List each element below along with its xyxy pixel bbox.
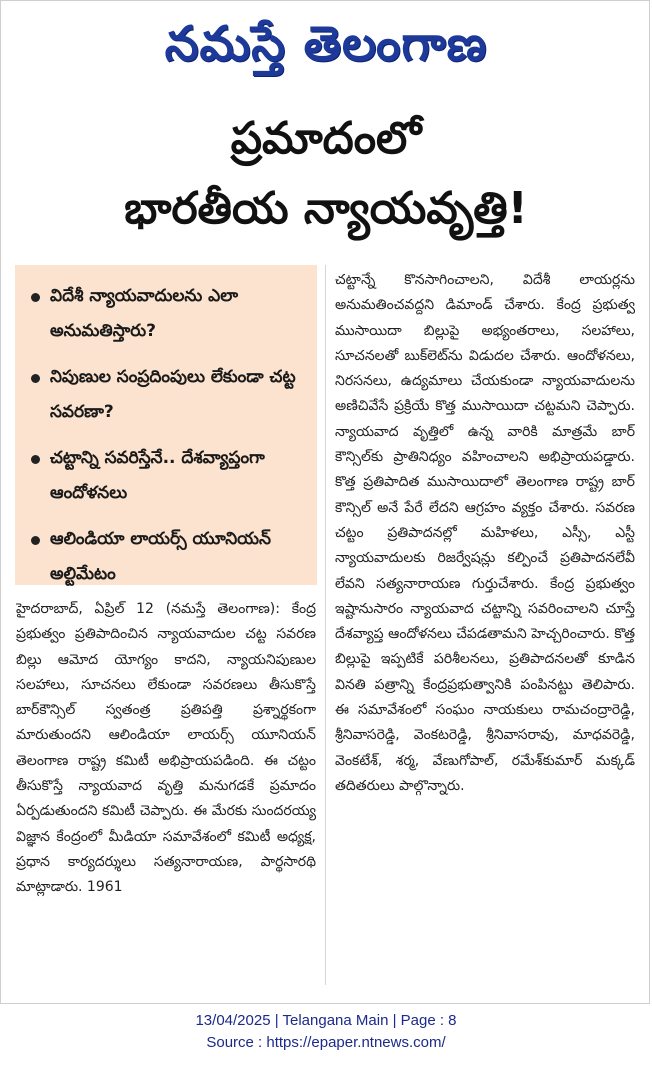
edition-info: 13/04/2025 | Telangana Main | Page : 8	[195, 1012, 457, 1029]
highlight-item	[31, 441, 309, 511]
highlight-text: నిపుణుల సంప్రదింపులు లేకుండా చట్ట సవరణా?	[50, 367, 296, 422]
highlight-text: చట్టాన్ని సవరిస్తేనే.. దేశవ్యాప్తంగా ఆందోళనలు	[50, 448, 265, 503]
bullet-icon	[31, 536, 40, 545]
headline-line-1: ప్రమాదంలో	[230, 113, 422, 164]
highlight-text: ఆలిండియా లాయర్స్ యూనియన్ అల్టిమేటం	[50, 529, 271, 584]
bullet-icon	[31, 374, 40, 383]
article-headline	[20, 104, 632, 244]
highlight-text: విదేశీ న్యాయవాదులను ఎలా అనుమతిస్తారు?	[50, 286, 239, 341]
bullet-icon	[31, 455, 40, 464]
highlight-item	[31, 279, 309, 349]
source-link[interactable]: Source : https://epaper.ntnews.com/	[206, 1034, 446, 1051]
highlights-box	[15, 265, 317, 585]
newspaper-masthead: నమస్తే తెలంగాణ	[164, 16, 488, 72]
bullet-icon	[31, 293, 40, 302]
column-divider	[325, 265, 326, 985]
highlight-item	[31, 360, 309, 430]
article-body-right: చట్టాన్నే కొనసాగించాలని, విదేశీ లాయర్లను అనుమతించవద్దని డిమాండ్ చేశారు. కేంద్ర ప్రభుత్వ ముసాయిదా బిల్లుపై అభ్యంతరాలు, సలహాలు, సూచనలతో బుక్‌లెట్‌ను విడుదల చేశారు. ఆందోళనలు, నిరసనలు, ఉద్యమాలు చేయకుండా న్యాయవాదులను అణిచివేసే ప్రక్రియే కొత్త ముసాయిదా చట్టమని చెప్పారు. న్యాయవాద వృత్తిలో ఉన్న వారికి మాత్రమే బార్ కౌన్సిల్‌కు ప్రాతినిధ్యం వహించాలని అభిప్రాయపడ్డారు. కొత్త ప్రతిపాదిత ముసాయిదాలో తెలంగాణ రాష్ట్ర బార్ కౌన్సిల్ అనే పేరే లేదని ఆగ్రహం వ్యక్తం చేశారు. సవరణ చట్టం ప్రతిపాదనల్లో మహిళలు, ఎస్సీ, ఎస్టీ న్యాయవాదులకు రిజర్వేషన్లు కల్పించే ప్రతిపాదనలేవీ లేవని సత్యనారాయణ గుర్తుచేశారు. కేంద్ర ప్రభుత్వం ఇష్టానుసారం న్యాయవాద చట్టాన్ని సవరించాలని చూస్తే దేశవ్యాప్త ఆందోళనలు చేపడతామని హెచ్చరించారు. కొత్త బిల్లుపై ఇప్పటికే పరిశీలనలు, ప్రతిపాదనలతో కూడిన వినతి పత్రాన్ని కేంద్రప్రభుత్వానికి పంపినట్టు తెలిపారు. ఈ సమావేశంలో సంఘం నాయకులు రామచంద్రారెడ్డి, శ్రీనివాసరెడ్డి, వెంకటరెడ్డి, శ్రీనివాసరావు, మాధవరెడ్డి, వెంకటేశ్, శర్మ, వేణుగోపాల్, రమేశ్‌కుమార్ మక్కడ్ తదితరులు పాల్గొన్నారు.	[335, 272, 635, 794]
page-footer	[0, 1010, 652, 1054]
highlight-item	[31, 522, 309, 592]
headline-line-2: భారతీయ న్యాయవృత్తి!	[124, 183, 528, 234]
article-body-left: హైదరాబాద్, ఏప్రిల్ 12 (నమస్తే తెలంగాణ): కేంద్ర ప్రభుత్వం ప్రతిపాదించిన న్యాయవాదుల చట్ట సవరణ బిల్లు ఆమోద యోగ్యం కాదని, న్యాయనిపుణుల సలహాలు, సూచనలు లేకుండా సవరణలు తీసుకొస్తే బార్‌కౌన్సిల్ స్వతంత్ర ప్రతిపత్తి ప్రశ్నార్థకంగా మారుతుందని ఆలిండియా లాయర్స్ యూనియన్ తెలంగాణ రాష్ట్ర కమిటీ అభిప్రాయపడింది. ఈ చట్టం తీసుకొస్తే న్యాయవాద వృత్తి మనుగడకే ప్రమాదం ఏర్పడుతుందని కమిటీ చెప్పారు. ఈ మేరకు సుందరయ్య విజ్ఞాన కేంద్రంలో మీడియా సమావేశంలో కమిటీ అధ్యక్ష, ప్రధాన కార్యదర్శులు సత్యనారాయణ, పార్థసారథి మాట్లాడారు. 1961	[16, 601, 316, 896]
